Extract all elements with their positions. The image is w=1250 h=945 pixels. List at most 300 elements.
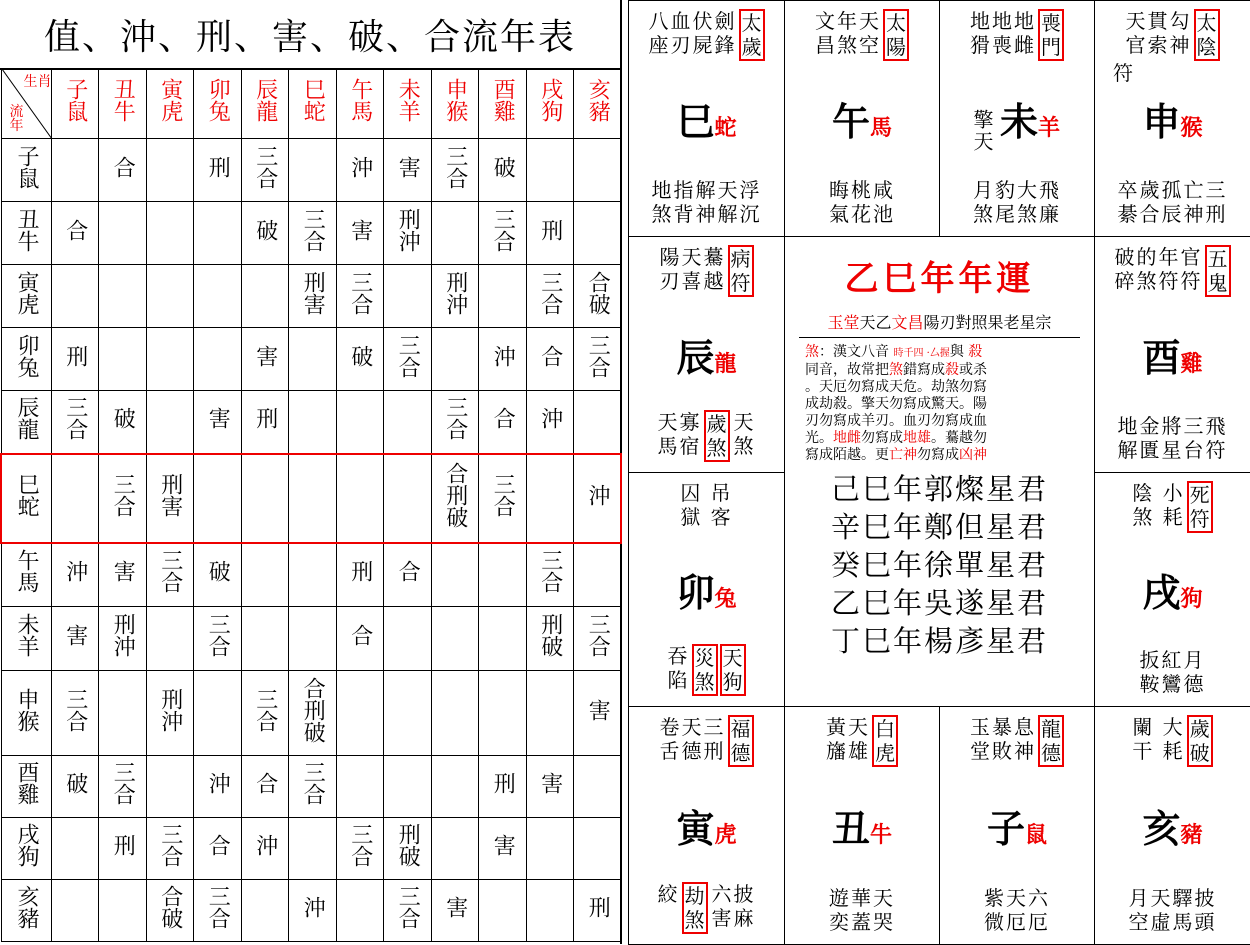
- table-cell: 三合: [574, 328, 622, 391]
- table-cell: 刑害: [289, 265, 337, 328]
- table-cell: 三合: [384, 880, 432, 942]
- table-cell: [526, 880, 574, 942]
- table-cell: 合刑破: [289, 671, 337, 756]
- table-cell: 刑: [336, 543, 384, 607]
- table-cell: 合破: [146, 880, 194, 942]
- table-cell: 三合: [431, 391, 479, 454]
- column-header: 戌狗: [526, 69, 574, 139]
- star-line: 煞 耗: [1132, 505, 1185, 529]
- row-header: 酉雞: [1, 756, 51, 818]
- note-segment: 成劫殺。擎天勿寫成驚天。陽: [805, 396, 987, 412]
- table-cell: 破: [241, 202, 289, 265]
- table-cell: 沖: [241, 818, 289, 880]
- table-cell: 合: [51, 202, 99, 265]
- boxed-star-char: 太: [886, 11, 906, 35]
- table-cell: [384, 756, 432, 818]
- branch-cell-you: [1094, 236, 1250, 473]
- table-cell: 三合: [336, 818, 384, 880]
- side-star: 擎天: [969, 108, 994, 153]
- red-boxed-star: [739, 9, 765, 61]
- boxed-star-char: 煞: [706, 436, 727, 460]
- note-segment: 錯寫成: [903, 362, 945, 378]
- earthly-branch: 丑: [831, 806, 870, 851]
- table-title: 值、沖、刑、害、破、合流年表: [0, 0, 620, 70]
- earthly-branch: 午: [831, 99, 870, 144]
- table-cell: [146, 607, 194, 671]
- star-line: 文年天: [815, 9, 881, 33]
- boxed-star-char: 天: [722, 646, 743, 670]
- boxed-star-char: 陽: [886, 35, 906, 59]
- red-boxed-star: [1194, 9, 1220, 61]
- table-cell: 合刑破: [431, 454, 479, 543]
- star-term: 天乙: [859, 313, 892, 332]
- table-cell: 害: [51, 607, 99, 671]
- table-cell: [574, 818, 622, 880]
- earthly-branch: 酉: [1142, 335, 1181, 380]
- table-cell: [99, 265, 147, 328]
- table-cell: 害: [194, 391, 242, 454]
- year-fortune-chart: [628, 0, 1250, 944]
- table-cell: 三合: [99, 756, 147, 818]
- note-segment: 與: [949, 344, 969, 360]
- table-cell: [431, 671, 479, 756]
- boxed-star-char: 煞: [694, 670, 715, 694]
- table-cell: [51, 265, 99, 328]
- boxed-star-char: 破: [1189, 741, 1210, 765]
- star-line: 堂敗神: [970, 739, 1036, 763]
- row-header: 亥豬: [1, 880, 51, 942]
- row-header: 戌狗: [1, 818, 51, 880]
- table-cell: [574, 543, 622, 607]
- table-cell: 三合: [526, 265, 574, 328]
- star-line: 八血伏劍: [648, 9, 737, 33]
- tai-sui-god: 乙巳年吳遂星君: [830, 586, 1048, 620]
- star-line: 煞背神解沉: [651, 202, 762, 226]
- star-line: 氣花池: [829, 202, 895, 226]
- table-cell: [99, 328, 147, 391]
- star-line: 月天驛披: [1128, 886, 1217, 910]
- boxed-star-char: 劫: [684, 884, 705, 908]
- table-cell: 三合: [574, 607, 622, 671]
- star-line: 害麻: [711, 906, 756, 930]
- star-term: 文昌: [891, 313, 924, 332]
- table-cell: 三合: [289, 756, 337, 818]
- boxed-star-char: 太: [741, 11, 762, 35]
- column-header: 巳蛇: [289, 69, 337, 139]
- table-cell: 合: [194, 818, 242, 880]
- zodiac-animal: 狗: [1180, 586, 1203, 612]
- table-cell: [146, 139, 194, 202]
- star-line: 卷天三: [659, 715, 726, 739]
- table-cell: [99, 202, 147, 265]
- star-line: 晦桃咸: [829, 178, 895, 202]
- boxed-star-char: 歲: [706, 412, 727, 436]
- table-cell: [289, 818, 337, 880]
- star-line: 玉暴息: [970, 715, 1036, 739]
- boxed-star-char: 德: [1041, 741, 1061, 765]
- boxed-star-char: 虎: [875, 741, 895, 765]
- table-cell: 三合: [289, 202, 337, 265]
- zodiac-animal: 蛇: [714, 115, 737, 141]
- boxed-star-char: 符: [1189, 507, 1210, 531]
- table-cell: [336, 671, 384, 756]
- earthly-branch: 寅: [676, 806, 715, 851]
- boxed-star-char: 死: [1189, 483, 1210, 507]
- flow-year-table-panel: [0, 0, 622, 944]
- note-segment: 殺: [968, 344, 983, 360]
- note-segment: 煞: [889, 362, 903, 378]
- table-cell: [336, 454, 384, 543]
- table-cell: [431, 328, 479, 391]
- note-segment: 光。: [805, 430, 833, 446]
- table-cell: 合: [479, 391, 527, 454]
- star-line: 破的年官: [1114, 245, 1203, 269]
- branch-cell-wei: [939, 0, 1095, 237]
- row-header: 午馬: [1, 543, 51, 607]
- earthly-branch: 子: [986, 806, 1025, 851]
- branch-cell-yin: [628, 706, 785, 945]
- table-cell: [384, 391, 432, 454]
- note-segment: ：漢文八音: [819, 344, 894, 360]
- table-cell: [431, 543, 479, 607]
- table-cell: 破: [99, 391, 147, 454]
- table-cell: [146, 328, 194, 391]
- star-line: 囚 吊: [680, 481, 733, 505]
- table-cell: [574, 202, 622, 265]
- relation-table: [0, 68, 622, 942]
- table-cell: 刑: [479, 756, 527, 818]
- red-boxed-star: [1038, 9, 1064, 61]
- boxed-star-char: 五: [1207, 247, 1228, 271]
- earthly-branch: 巳: [676, 99, 715, 144]
- table-cell: 刑: [241, 391, 289, 454]
- star-line: 解匱星台符: [1117, 438, 1228, 462]
- branch-cell-wu: [784, 0, 940, 237]
- zodiac-animal: 鼠: [1025, 822, 1048, 848]
- zodiac-animal: 豬: [1180, 822, 1203, 848]
- zodiac-animal: 猴: [1180, 115, 1203, 141]
- table-cell: [526, 818, 574, 880]
- table-cell: 破: [479, 139, 527, 202]
- star-line: 空虛馬頭: [1128, 910, 1217, 934]
- table-cell: [146, 202, 194, 265]
- table-cell: [384, 265, 432, 328]
- table-cell: [289, 328, 337, 391]
- branch-cell-zi: [939, 706, 1095, 945]
- branch-cell-mao: [628, 472, 785, 707]
- zodiac-animal: 虎: [714, 822, 737, 848]
- center-panel: [784, 236, 1095, 707]
- earthly-branch: 戌: [1142, 570, 1181, 615]
- column-header: 申猴: [431, 69, 479, 139]
- table-cell: [574, 391, 622, 454]
- table-cell: [479, 543, 527, 607]
- table-row: [1, 756, 621, 818]
- boxed-star-char: 鬼: [1207, 271, 1228, 295]
- table-cell: [51, 454, 99, 543]
- star-line: 官索神: [1125, 33, 1192, 57]
- column-header: 寅虎: [146, 69, 194, 139]
- table-cell: 合: [384, 543, 432, 607]
- table-cell: [384, 607, 432, 671]
- red-boxed-star: [883, 9, 909, 61]
- red-boxed-star: [692, 644, 718, 696]
- table-row: [1, 391, 621, 454]
- boxed-star-char: 龍: [1041, 717, 1061, 741]
- red-boxed-star: [872, 715, 898, 767]
- column-header: 丑牛: [99, 69, 147, 139]
- star-line: 符: [1113, 61, 1135, 85]
- table-cell: 沖: [289, 880, 337, 942]
- star-term: 陽刃對照果老星宗: [923, 313, 1052, 332]
- table-cell: [431, 756, 479, 818]
- table-row: [1, 202, 621, 265]
- table-cell: 破: [336, 328, 384, 391]
- star-line: 六披: [711, 882, 756, 906]
- zodiac-animal: 兔: [714, 586, 737, 612]
- table-cell: [194, 671, 242, 756]
- star-line: 陰 小: [1132, 481, 1185, 505]
- earthly-branch: 亥: [1142, 806, 1181, 851]
- column-header: 午馬: [336, 69, 384, 139]
- earthly-branch: 辰: [676, 335, 715, 380]
- table-row: [1, 607, 621, 671]
- earthly-branch: 未: [999, 99, 1038, 144]
- table-cell: 三合: [146, 818, 194, 880]
- table-cell: 刑: [526, 202, 574, 265]
- table-cell: 害: [479, 818, 527, 880]
- center-title: 乙巳年年運: [844, 259, 1035, 299]
- boxed-star-char: 歲: [741, 35, 762, 59]
- red-boxed-star: [1038, 715, 1064, 767]
- star-line: 吞: [667, 644, 690, 668]
- table-cell: [431, 818, 479, 880]
- table-cell: [574, 756, 622, 818]
- table-cell: 三合: [336, 265, 384, 328]
- table-cell: 刑沖: [99, 607, 147, 671]
- star-line: 地地地: [970, 9, 1036, 33]
- branch-cell-hai: [1094, 706, 1250, 945]
- star-line: 陽天驀: [659, 245, 726, 269]
- table-cell: [194, 265, 242, 328]
- stars-line: [799, 310, 1080, 338]
- table-cell: [336, 880, 384, 942]
- star-line: 微厄厄: [984, 910, 1050, 934]
- star-line: 猾喪雌: [970, 33, 1036, 57]
- table-cell: 刑沖: [431, 265, 479, 328]
- note-segment: 勿寫成: [861, 430, 903, 446]
- table-cell: [336, 756, 384, 818]
- boxed-star-char: 太: [1196, 11, 1217, 35]
- table-cell: [384, 671, 432, 756]
- star-line: 卒歲孤亡三: [1117, 178, 1228, 202]
- note-segment: 。驀越勿: [931, 430, 987, 446]
- corner-bottom-label: 流年: [9, 104, 24, 134]
- table-cell: 合: [336, 607, 384, 671]
- boxed-star-char: 災: [694, 646, 715, 670]
- table-cell: 合破: [574, 265, 622, 328]
- star-line: 絞: [657, 882, 680, 906]
- table-cell: [479, 265, 527, 328]
- table-cell: [241, 265, 289, 328]
- star-line: 干 耗: [1132, 739, 1185, 763]
- branch-cell-xu: [1094, 472, 1250, 707]
- table-cell: 刑破: [526, 607, 574, 671]
- star-line: 獄 客: [680, 505, 733, 529]
- table-cell: 刑: [574, 880, 622, 942]
- star-line: 陷: [667, 668, 690, 692]
- table-cell: [51, 139, 99, 202]
- table-cell: 害: [241, 328, 289, 391]
- boxed-star-char: 喪: [1041, 11, 1061, 35]
- star-line: 黃天: [826, 715, 870, 739]
- table-cell: 害: [431, 880, 479, 942]
- boxed-star-char: 白: [875, 717, 895, 741]
- table-cell: [526, 454, 574, 543]
- note-segment: 同音，故常把: [805, 362, 889, 378]
- note-segment: 。天厄勿寫成天危。劫煞勿寫: [805, 379, 987, 395]
- tai-sui-god: 癸巳年徐單星君: [830, 548, 1048, 582]
- table-cell: 三合: [241, 671, 289, 756]
- table-cell: [574, 139, 622, 202]
- table-cell: [241, 454, 289, 543]
- zodiac-animal: 雞: [1180, 351, 1203, 377]
- table-row: [1, 139, 621, 202]
- table-cell: 害: [574, 671, 622, 756]
- table-cell: [479, 880, 527, 942]
- table-cell: 沖: [574, 454, 622, 543]
- star-line: 地金將三飛: [1117, 414, 1228, 438]
- table-row: [1, 880, 621, 942]
- boxed-star-char: 門: [1041, 35, 1061, 59]
- boxed-star-char: 歲: [1189, 717, 1210, 741]
- row-header: 卯兔: [1, 328, 51, 391]
- red-boxed-star: [728, 715, 754, 767]
- column-header: 卯兔: [194, 69, 242, 139]
- table-cell: [526, 671, 574, 756]
- branch-cell-chou: [784, 706, 940, 945]
- table-cell: 三合: [51, 391, 99, 454]
- note-segment: 煞: [805, 344, 819, 360]
- note-segment: 地雌: [833, 430, 861, 446]
- note-segment: 時千四 ·厶握: [893, 348, 950, 359]
- note-segment: 凶神: [959, 447, 987, 463]
- table-cell: [479, 607, 527, 671]
- table-cell: [479, 671, 527, 756]
- boxed-star-char: 煞: [684, 908, 705, 932]
- table-row: [1, 818, 621, 880]
- table-cell: 三合: [51, 671, 99, 756]
- table-cell: 三合: [99, 454, 147, 543]
- table-cell: 害: [384, 139, 432, 202]
- red-boxed-star: [1187, 715, 1213, 767]
- table-cell: 沖: [51, 543, 99, 607]
- star-line: 天寡: [657, 410, 702, 434]
- table-cell: 刑沖: [146, 671, 194, 756]
- table-row: [1, 328, 621, 391]
- star-line: 紫天六: [984, 886, 1050, 910]
- table-cell: 破: [194, 543, 242, 607]
- table-cell: [241, 880, 289, 942]
- table-cell: 刑: [194, 139, 242, 202]
- table-cell: [194, 328, 242, 391]
- zodiac-animal: 龍: [714, 351, 737, 377]
- red-boxed-star: [720, 644, 746, 696]
- table-cell: [99, 671, 147, 756]
- star-line: 煞: [733, 434, 756, 458]
- table-cell: 沖: [194, 756, 242, 818]
- column-header: 亥豬: [574, 69, 622, 139]
- branch-cell-chen: [628, 236, 785, 473]
- star-line: 旛雄: [826, 739, 870, 763]
- table-cell: 刑破: [384, 818, 432, 880]
- table-cell: 合: [526, 328, 574, 391]
- note-segment: 地雄: [903, 430, 931, 446]
- note-segment: 刃勿寫成羊刃。血刃勿寫成血: [805, 413, 987, 429]
- boxed-star-char: 符: [730, 271, 751, 295]
- table-row: [1, 265, 621, 328]
- star-line: 昌煞空: [815, 33, 881, 57]
- table-cell: 沖: [526, 391, 574, 454]
- red-boxed-star: [1205, 245, 1231, 297]
- table-row: [1, 454, 621, 543]
- table-cell: [241, 543, 289, 607]
- table-cell: 刑害: [146, 454, 194, 543]
- note-segment: 殺: [945, 362, 959, 378]
- boxed-star-char: 病: [730, 247, 751, 271]
- table-cell: [289, 543, 337, 607]
- red-boxed-star: [1187, 481, 1213, 533]
- red-boxed-star: [682, 882, 708, 934]
- table-cell: [384, 454, 432, 543]
- table-cell: 刑: [99, 818, 147, 880]
- boxed-star-char: 德: [730, 741, 751, 765]
- tai-sui-god: 丁巳年楊彥星君: [830, 624, 1048, 658]
- earthly-branch: 申: [1142, 99, 1181, 144]
- red-boxed-star: [704, 410, 730, 462]
- row-header: 巳蛇: [1, 454, 51, 543]
- table-cell: 沖: [479, 328, 527, 391]
- table-cell: 破: [51, 756, 99, 818]
- table-cell: [289, 391, 337, 454]
- table-cell: [526, 139, 574, 202]
- star-line: 舌德刑: [659, 739, 726, 763]
- note-segment: 或杀: [959, 362, 987, 378]
- row-header: 申猴: [1, 671, 51, 756]
- table-cell: [289, 139, 337, 202]
- table-cell: 害: [336, 202, 384, 265]
- zodiac-animal: 馬: [870, 115, 893, 141]
- note-segment: 亡神: [889, 447, 917, 463]
- row-header: 子鼠: [1, 139, 51, 202]
- table-cell: 三合: [479, 454, 527, 543]
- table-row: [1, 671, 621, 756]
- table-cell: 刑: [51, 328, 99, 391]
- table-cell: 三合: [194, 607, 242, 671]
- star-line: 刃喜越: [659, 269, 726, 293]
- table-cell: [289, 607, 337, 671]
- table-cell: [431, 202, 479, 265]
- table-cell: 刑沖: [384, 202, 432, 265]
- column-header: 子鼠: [51, 69, 99, 139]
- star-line: 遊華天: [829, 886, 895, 910]
- star-line: 月豹大飛: [973, 178, 1061, 202]
- star-line: 奕蓋哭: [829, 910, 895, 934]
- tai-sui-god: 辛巳年鄭但星君: [830, 510, 1048, 544]
- table-cell: [289, 454, 337, 543]
- table-cell: 害: [526, 756, 574, 818]
- table-cell: 合: [99, 139, 147, 202]
